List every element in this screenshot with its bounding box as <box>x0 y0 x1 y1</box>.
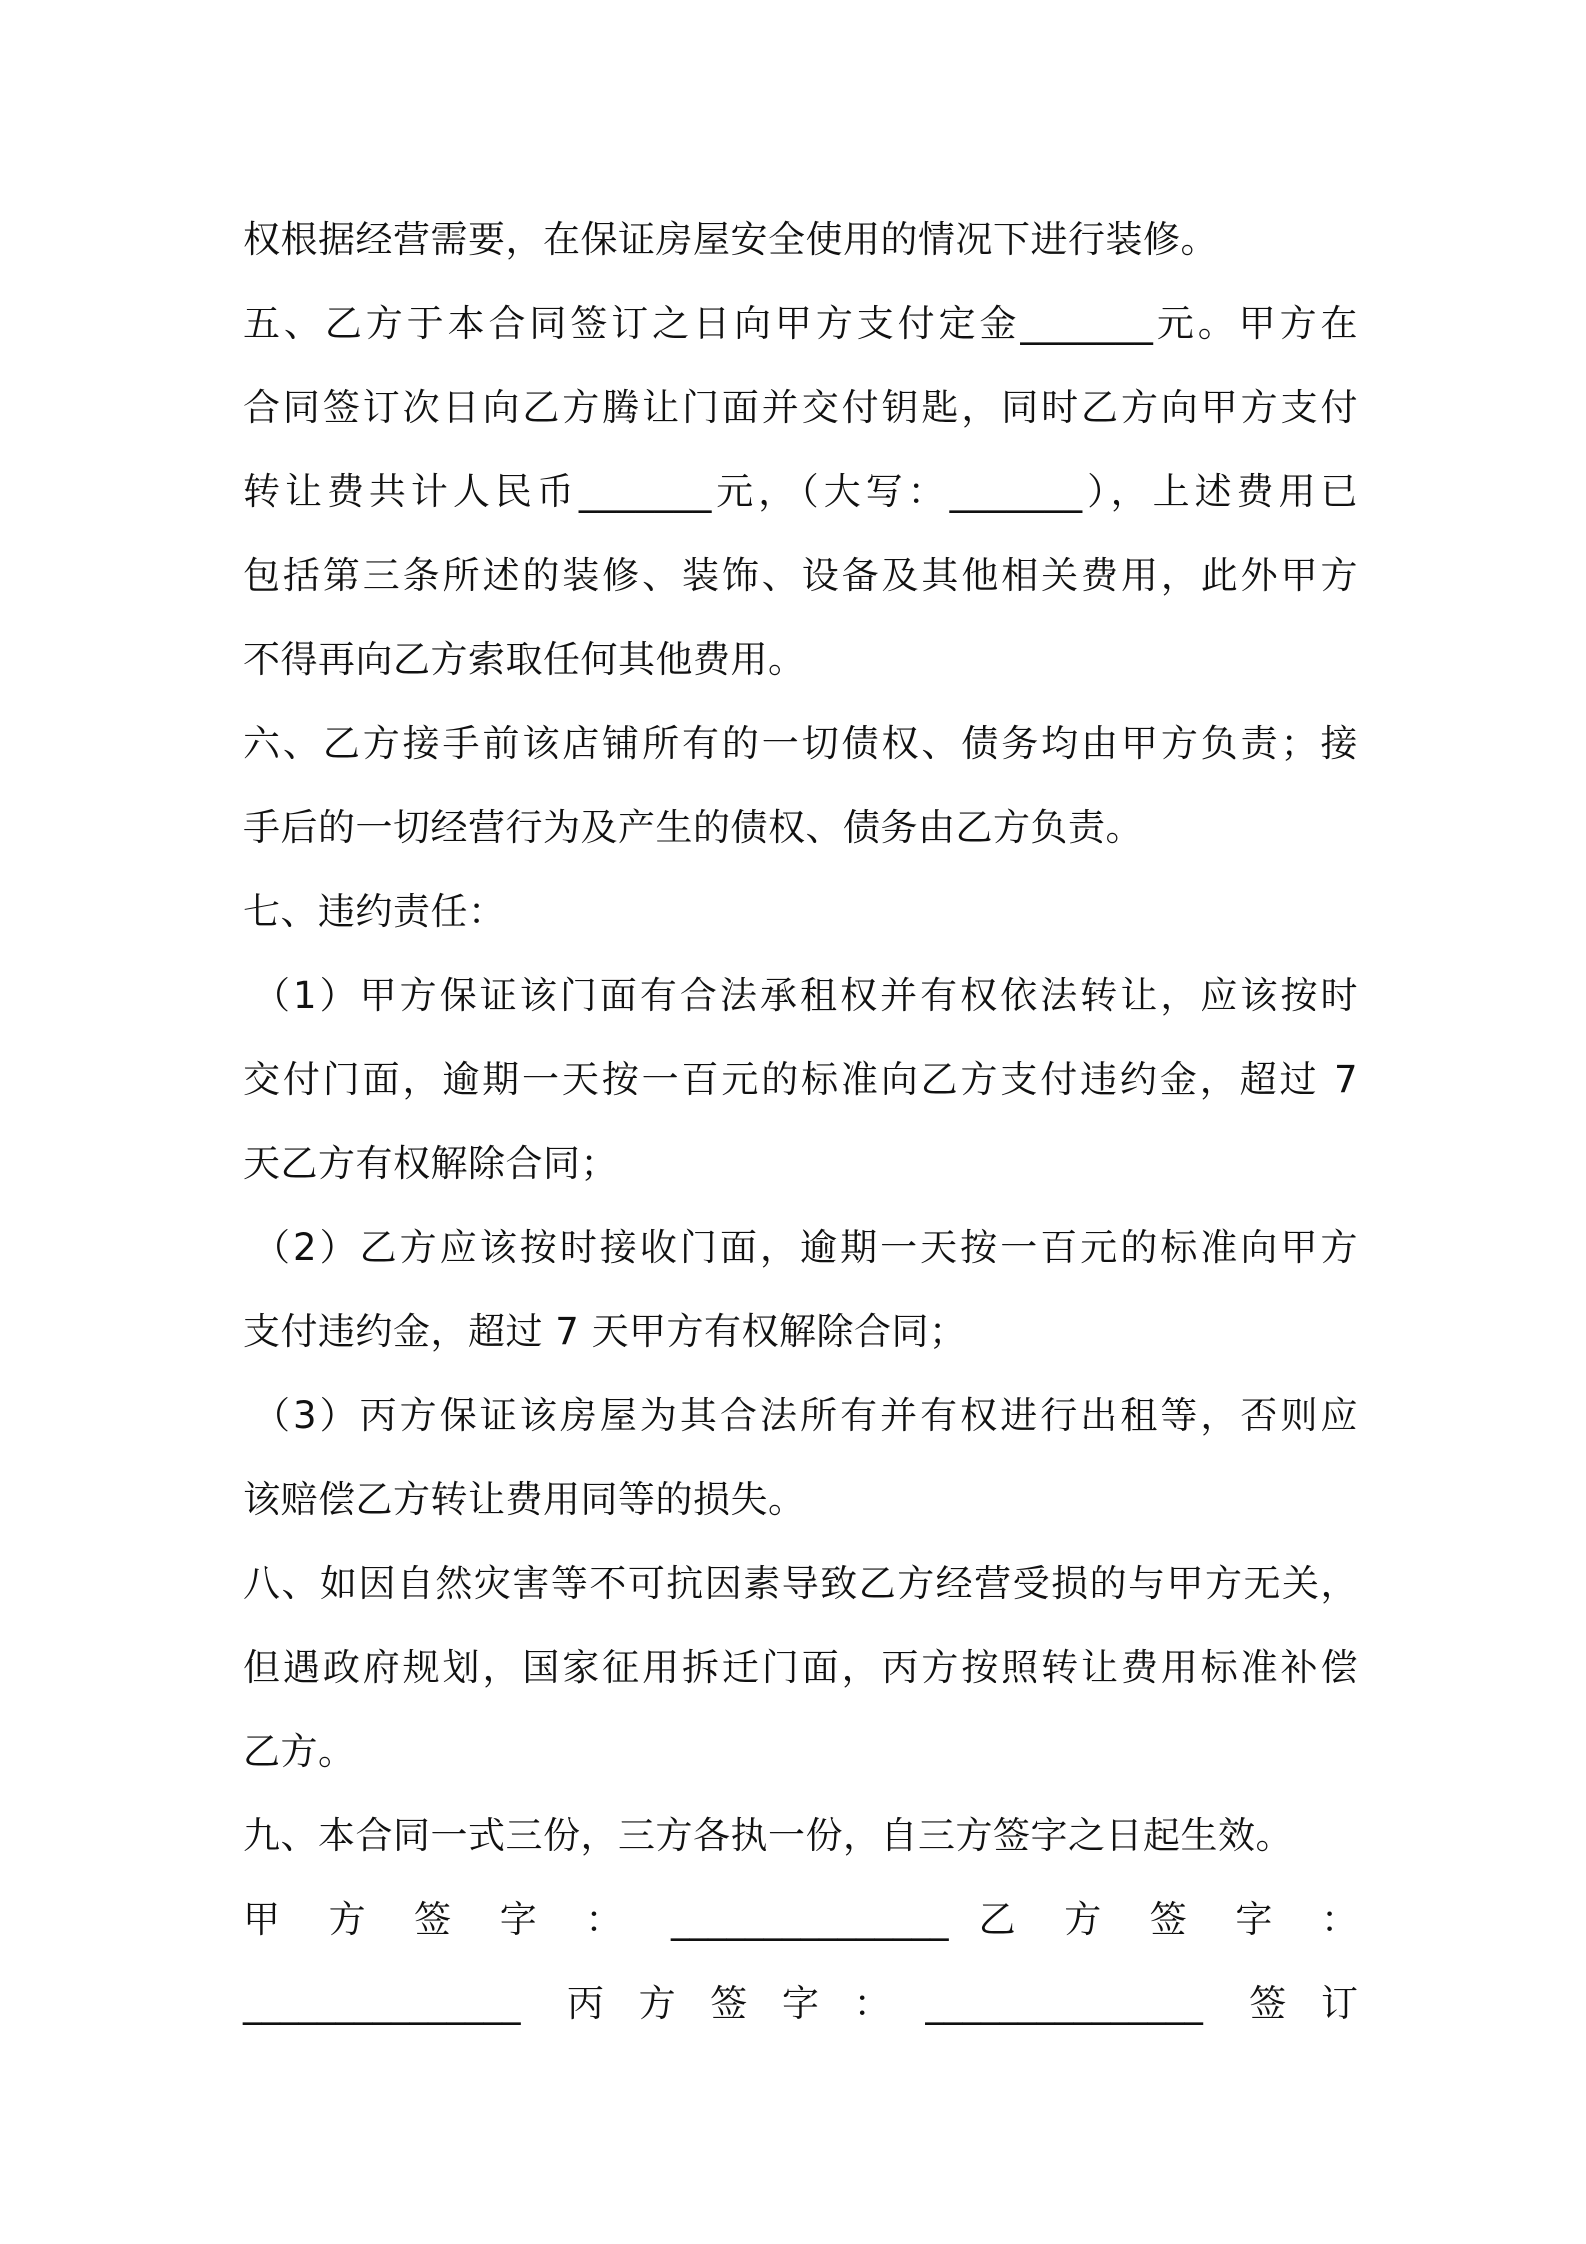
text-line-19: 乙方。 <box>243 1730 356 1773</box>
text-line-18: 但遇政府规划，国家征用拆迁门面，丙方按照转让费用标准补偿 <box>243 1646 1358 1689</box>
text-line-2: 五、乙方于本合同签订之日向甲方支付定金_______元。甲方在 <box>243 302 1358 345</box>
text-line-15: （3）丙方保证该房屋为其合法所有并有权进行出租等，否则应 <box>253 1394 1358 1437</box>
contract-body <box>243 198 1358 1878</box>
text-line-12: 天乙方有权解除合同； <box>243 1142 618 1185</box>
text-line-4: 转让费共计人民币_______元，（大写：_______），上述费用已 <box>243 470 1358 513</box>
signature-row-2: _______________ 丙方签字：_______________ 签订 <box>243 1982 1358 2025</box>
text-line-10: （1）甲方保证该门面有合法承租权并有权依法转让，应该按时 <box>253 974 1358 1017</box>
text-line-13: （2）乙方应该按时接收门面，逾期一天按一百元的标准向甲方 <box>253 1226 1358 1269</box>
signature-row-1: 甲 方 签 字 ： _______________ 乙 方 签 字 ： <box>243 1898 1358 1941</box>
text-line-17: 八、如因自然灾害等不可抗因素导致乙方经营受损的与甲方无关， <box>243 1562 1358 1605</box>
text-line-3: 合同签订次日向乙方腾让门面并交付钥匙，同时乙方向甲方支付 <box>243 386 1358 429</box>
text-line-7: 六、乙方接手前该店铺所有的一切债权、债务均由甲方负责；接 <box>243 722 1358 765</box>
text-line-5: 包括第三条所述的装修、装饰、设备及其他相关费用，此外甲方 <box>243 554 1358 597</box>
text-line-6: 不得再向乙方索取任何其他费用。 <box>243 638 806 681</box>
text-line-9: 七、违约责任： <box>243 890 506 933</box>
text-line-14: 支付违约金，超过 7 天甲方有权解除合同； <box>243 1310 967 1353</box>
text-line-20: 九、本合同一式三份，三方各执一份，自三方签字之日起生效。 <box>243 1814 1293 1857</box>
text-line-16: 该赔偿乙方转让费用同等的损失。 <box>243 1478 806 1521</box>
text-line-1: 权根据经营需要，在保证房屋安全使用的情况下进行装修。 <box>243 218 1218 261</box>
text-line-8: 手后的一切经营行为及产生的债权、债务由乙方负责。 <box>243 806 1143 849</box>
text-line-11: 交付门面，逾期一天按一百元的标准向乙方支付违约金，超过 7 <box>243 1058 1358 1101</box>
